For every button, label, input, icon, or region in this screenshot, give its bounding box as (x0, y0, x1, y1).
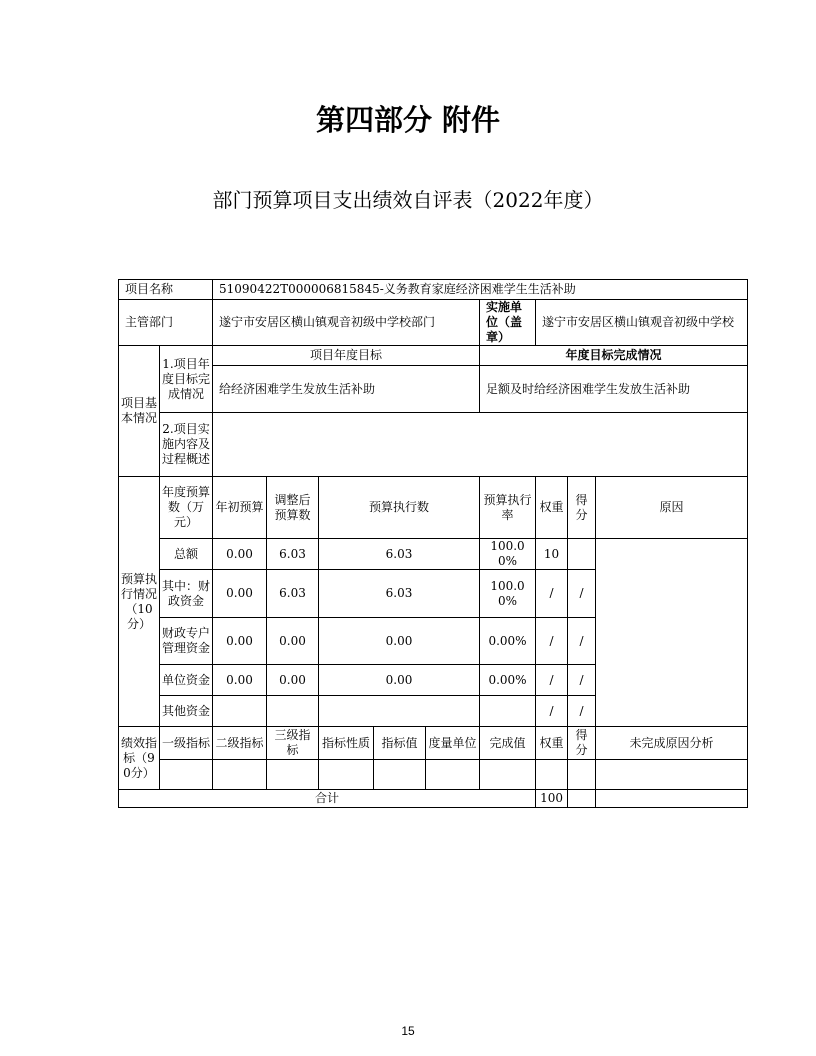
budget-initial: 0.00 (213, 539, 267, 570)
nature-cell (319, 760, 374, 790)
weight-header: 权重 (536, 727, 568, 760)
actual-cell (480, 760, 536, 790)
performance-header-row (119, 727, 748, 760)
process-row (119, 413, 748, 477)
budget-adjusted: 6.03 (267, 539, 319, 570)
budget-initial: 0.00 (213, 570, 267, 618)
reason-header: 原因 (596, 477, 748, 539)
unit-cell (426, 760, 480, 790)
budget-adjusted: 0.00 (267, 618, 319, 665)
budget-row-label: 单位资金 (160, 665, 213, 696)
budget-weight: / (536, 570, 568, 618)
value-header: 指标值 (374, 727, 426, 760)
budget-weight: / (536, 618, 568, 665)
level1-header: 一级指标 (160, 727, 213, 760)
budget-initial: 0.00 (213, 665, 267, 696)
budget-initial: 0.00 (213, 618, 267, 665)
budget-rate: 100.00% (480, 539, 536, 570)
performance-group-label: 绩效指标（90分） (119, 727, 160, 790)
page-number: 15 (401, 1024, 415, 1038)
performance-evaluation-table (118, 279, 748, 808)
completion-text: 足额及时给经济困难学生发放生活补助 (480, 366, 748, 413)
total-row (119, 790, 748, 808)
budget-executed: 0.00 (319, 665, 480, 696)
budget-rate (480, 696, 536, 727)
budget-rate: 0.00% (480, 618, 536, 665)
goal-text: 给经济困难学生发放生活补助 (213, 366, 480, 413)
department-value: 遂宁市安居区横山镇观音初级中学校部门 (213, 300, 480, 346)
budget-score: / (568, 696, 596, 727)
completion-header: 年度目标完成情况 (480, 346, 748, 366)
implementing-unit-label: 实施单位（盖章） (480, 300, 536, 346)
budget-executed: 6.03 (319, 539, 480, 570)
budget-unit-header: 年度预算数（万元） (160, 477, 213, 539)
goal-content-row (119, 366, 748, 413)
budget-row-label: 总额 (160, 539, 213, 570)
level2-cell (213, 760, 267, 790)
form-title: 部门预算项目支出绩效自评表（2022年度） (212, 188, 604, 212)
budget-executed: 6.03 (319, 570, 480, 618)
execution-rate-header: 预算执行率 (480, 477, 536, 539)
goal-row-label: 1.项目年度目标完成情况 (160, 346, 213, 413)
analysis-cell (596, 760, 748, 790)
score-header: 得分 (568, 477, 596, 539)
page-title: 第四部分 附件 (315, 103, 501, 137)
budget-adjusted: 6.03 (267, 570, 319, 618)
goal-header: 项目年度目标 (213, 346, 480, 366)
budget-row-label: 财政专户管理资金 (160, 618, 213, 665)
total-weight: 100 (536, 790, 568, 808)
actual-header: 完成值 (480, 727, 536, 760)
score-cell (568, 760, 596, 790)
budget-group-label: 预算执行情况（10分） (119, 477, 160, 727)
budget-score: / (568, 570, 596, 618)
unit-header: 度量单位 (426, 727, 480, 760)
total-score (568, 790, 596, 808)
department-label: 主管部门 (119, 300, 213, 346)
budget-executed (319, 696, 480, 727)
performance-blank-row (119, 760, 748, 790)
budget-reason (596, 539, 748, 727)
analysis-header: 未完成原因分析 (596, 727, 748, 760)
level3-header: 三级指标 (267, 727, 319, 760)
budget-adjusted (267, 696, 319, 727)
budget-header-row (119, 477, 748, 539)
score-header: 得分 (568, 727, 596, 760)
level1-cell (160, 760, 213, 790)
level3-cell (267, 760, 319, 790)
budget-score: / (568, 665, 596, 696)
weight-cell (536, 760, 568, 790)
budget-weight: 10 (536, 539, 568, 570)
adjusted-budget-header: 调整后预算数 (267, 477, 319, 539)
budget-initial (213, 696, 267, 727)
budget-rate: 0.00% (480, 665, 536, 696)
budget-rate: 100.00% (480, 570, 536, 618)
process-text (213, 413, 748, 477)
project-name-row (119, 280, 748, 300)
department-row (119, 300, 748, 346)
budget-weight: / (536, 665, 568, 696)
budget-executed: 0.00 (319, 618, 480, 665)
budget-weight: / (536, 696, 568, 727)
value-cell (374, 760, 426, 790)
budget-score (568, 539, 596, 570)
goal-header-row (119, 346, 748, 366)
budget-row-label: 其中：财政资金 (160, 570, 213, 618)
budget-adjusted: 0.00 (267, 665, 319, 696)
total-blank (596, 790, 748, 808)
basic-info-group-label: 项目基本情况 (119, 346, 160, 477)
process-row-label: 2.项目实施内容及过程概述 (160, 413, 213, 477)
initial-budget-header: 年初预算 (213, 477, 267, 539)
project-name-label: 项目名称 (119, 280, 213, 300)
executed-budget-header: 预算执行数 (319, 477, 480, 539)
budget-score: / (568, 618, 596, 665)
nature-header: 指标性质 (319, 727, 374, 760)
project-name-value: 51090422T000006815845-义务教育家庭经济困难学生生活补助 (213, 280, 748, 300)
budget-row-total (119, 539, 748, 570)
level2-header: 二级指标 (213, 727, 267, 760)
budget-row-label: 其他资金 (160, 696, 213, 727)
weight-header: 权重 (536, 477, 568, 539)
implementing-unit-value: 遂宁市安居区横山镇观音初级中学校 (536, 300, 748, 346)
total-label: 合计 (119, 790, 536, 808)
